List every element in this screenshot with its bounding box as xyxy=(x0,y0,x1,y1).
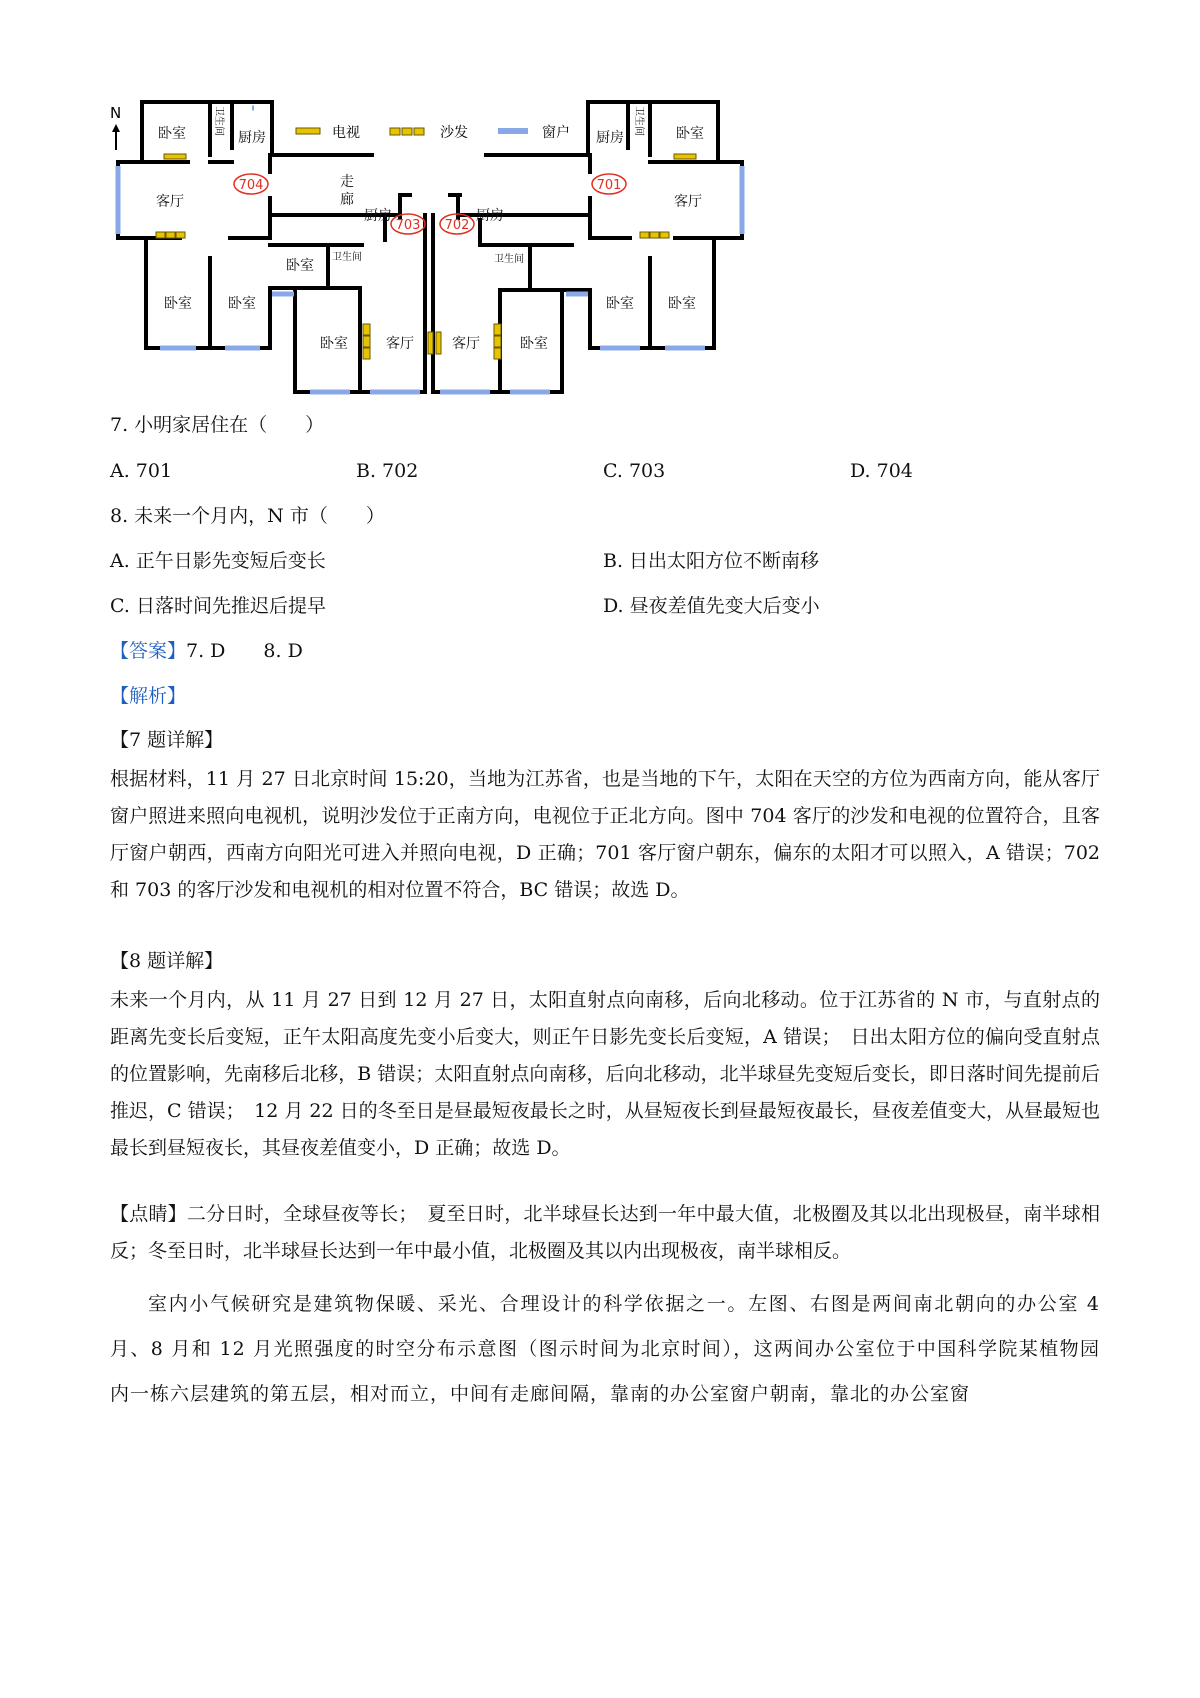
tip-tag: 【点睛】 xyxy=(110,1203,187,1225)
unit-703: 703 xyxy=(395,218,421,233)
svg-text:卧室: 卧室 xyxy=(606,296,634,312)
q7-option-c: C. 703 xyxy=(603,460,666,482)
sofa-icon xyxy=(156,232,165,238)
q8-option-a: A. 正午日影先变短后变长 xyxy=(110,550,326,572)
legend-window-label: 窗户 xyxy=(542,125,570,141)
svg-text:客厅: 客厅 xyxy=(452,336,480,352)
detail-8-title: 【8 题详解】 xyxy=(110,950,224,972)
legend-sofa-label: 沙发 xyxy=(440,125,468,141)
svg-text:卫生间: 卫生间 xyxy=(213,106,224,136)
legend-window-icon xyxy=(498,128,528,134)
sofa-icon xyxy=(640,232,649,238)
tip-paragraph xyxy=(110,1196,1100,1270)
svg-text:卫生间: 卫生间 xyxy=(633,106,644,136)
q7-option-d: D. 704 xyxy=(850,460,913,482)
legend-sofa-icon xyxy=(390,128,424,135)
answer-line xyxy=(110,637,303,665)
q8-option-b: B. 日出太阳方位不断南移 xyxy=(603,550,820,572)
tip-text: 二分日时，全球昼夜等长； 夏至日时，北半球昼长达到一年中最大值，北极圈及其以北出现极昼，南半球相反；冬至日时，北半球昼长达到一年中最小值，北极圈及其以内出现极夜，南半球相反。 xyxy=(110,1203,1100,1262)
q7-option-b: B. 702 xyxy=(356,460,419,482)
sofa-icon xyxy=(494,324,501,335)
q8-option-d: D. 昼夜差值先变大后变小 xyxy=(603,595,820,617)
floor-plan xyxy=(110,100,830,440)
svg-text:卧室: 卧室 xyxy=(164,296,192,312)
legend-tv-label: 电视 xyxy=(332,125,360,141)
svg-text:卧室: 卧室 xyxy=(320,336,348,352)
svg-text:卧室: 卧室 xyxy=(520,336,548,352)
svg-text:厨房: 厨房 xyxy=(596,130,624,146)
svg-text:卧室: 卧室 xyxy=(158,126,186,142)
svg-text:厨房: 厨房 xyxy=(238,130,266,146)
svg-text:走: 走 xyxy=(340,174,354,190)
unit-704: 704 xyxy=(238,178,264,193)
north-arrow-icon xyxy=(112,124,120,150)
svg-text:卧室: 卧室 xyxy=(286,258,314,274)
answer-tag: 【答案】 xyxy=(110,640,187,662)
answer-text: 7. D 8. D xyxy=(186,640,303,662)
unit-702: 702 xyxy=(444,218,470,233)
north-label: N xyxy=(110,104,122,122)
svg-text:卧室: 卧室 xyxy=(228,296,256,312)
tv-icon xyxy=(674,154,696,159)
legend-tv-icon xyxy=(296,128,320,134)
sofa-icon xyxy=(363,324,370,335)
detail-8-text: 未来一个月内，从 11 月 27 日到 12 月 27 日，太阳直射点向南移，后向北移动。位于江苏省的 N 市，与直射点的距离先变长后变短，正午太阳高度先变小后变大，则正午日影先变长后变短，A 错误； 日出太阳方位的偏向受直射点的位置影响，先南移后北移，B 错误；太阳直射点向南移，后向北移动，北半球昼先变短后变长，即日落时间先提前后推迟，C 错误； 12 月 22 日的冬至日是昼最短夜最长之时，从昼短夜长到昼最短夜最长，昼夜差值变大，从昼最短也最长到昼短夜长，其昼夜差值变小，D 正确；故选 D。 xyxy=(110,989,1100,1159)
svg-text:卧室: 卧室 xyxy=(668,296,696,312)
q7-option-a: A. 701 xyxy=(110,460,173,482)
tv-icon xyxy=(436,332,441,354)
svg-text:廊: 廊 xyxy=(340,192,354,208)
svg-text:厨房: 厨房 xyxy=(364,208,392,224)
q7-stem: 7. 小明家居住在（ ） xyxy=(110,414,325,436)
q8-option-c: C. 日落时间先推迟后提早 xyxy=(110,595,326,617)
svg-text:卫生间: 卫生间 xyxy=(332,252,362,263)
q8-stem: 8. 未来一个月内，N 市（ ） xyxy=(110,505,385,527)
tv-icon xyxy=(428,332,433,354)
svg-text:客厅: 客厅 xyxy=(674,194,702,210)
intro-paragraph: 室内小气候研究是建筑物保暖、采光、合理设计的科学依据之一。左图、右图是两间南北朝向的办公室 4 月、8 月和 12 月光照强度的时空分布示意图（图示时间为北京时间），这两间办公室位于中国科学院某植物园内一栋六层建筑的第五层，相对而立，中间有走廊间隔，靠南的办公室窗户朝南，靠北的办公室窗 xyxy=(110,1293,1100,1405)
svg-text:卫生间: 卫生间 xyxy=(494,254,524,265)
svg-text:卧室: 卧室 xyxy=(676,126,704,142)
tv-icon xyxy=(164,154,186,159)
detail-7-text: 根据材料，11 月 27 日北京时间 15:20，当地为江苏省，也是当地的下午，太阳在天空的方位为西南方向，能从客厅窗户照进来照向电视机，说明沙发位于正南方向，电视位于正北方向。图中 704 客厅的沙发和电视的位置符合，且客厅窗户朝西，西南方向阳光可进入并照向电视，D 正确；701 客厅窗户朝东，偏东的太阳才可以照入，A 错误；702 和 703 的客厅沙发和电视机的相对位置不符合，BC 错误；故选 D。 xyxy=(110,768,1100,901)
analysis-tag: 【解析】 xyxy=(110,685,187,707)
unit-701: 701 xyxy=(596,178,622,193)
svg-text:客厅: 客厅 xyxy=(386,336,414,352)
svg-text:厨房: 厨房 xyxy=(476,208,504,224)
svg-text:客厅: 客厅 xyxy=(156,194,184,210)
detail-7-title: 【7 题详解】 xyxy=(110,729,224,751)
